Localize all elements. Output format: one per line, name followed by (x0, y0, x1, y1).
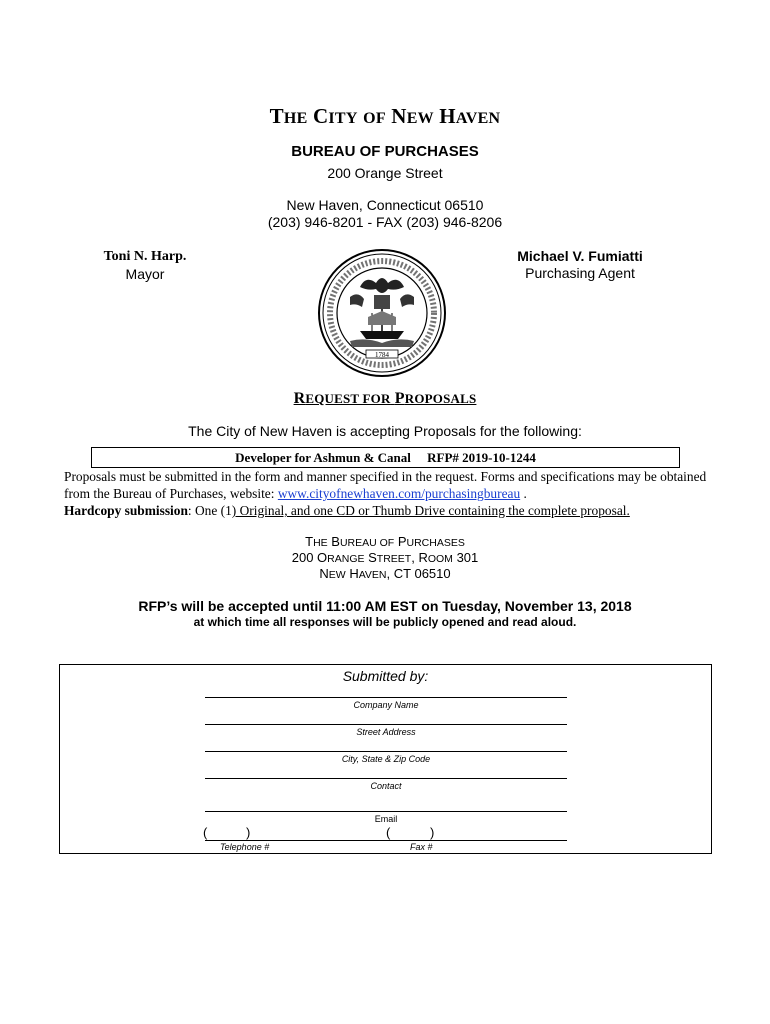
hardcopy-label: Hardcopy submission (64, 503, 188, 518)
email-field[interactable] (205, 811, 567, 812)
city-seal-icon (316, 247, 448, 379)
form-heading: Submitted by: (342, 668, 429, 684)
seal-year: 1784 (375, 351, 389, 359)
street-address: 200 Orange Street (327, 165, 443, 181)
mayor-title: Mayor (125, 266, 165, 282)
page-title: THE CITY OF NEW HAVEN (269, 104, 501, 128)
phone-fax: (203) 946-8201 - FAX (203) 946-8206 (267, 214, 503, 230)
telephone-fax-field[interactable] (205, 840, 567, 841)
fax-paren-close: ) (430, 825, 435, 840)
street-address-field[interactable] (205, 724, 567, 725)
project-name: Developer for Ashmun & Canal (235, 450, 411, 465)
agent-block (490, 248, 670, 281)
opening-statement: at which time all responses will be publicly opened and read aloud. (193, 615, 577, 629)
fax-paren-open: ( (386, 825, 391, 840)
contact-label: Contact (370, 781, 402, 791)
bureau-name: BUREAU OF PURCHASES (291, 143, 479, 160)
street-address-label: Street Address (356, 727, 416, 737)
fax-label: Fax # (410, 842, 433, 852)
contact-field[interactable] (205, 778, 567, 779)
city-state-zip-field[interactable] (205, 751, 567, 752)
rfp-heading: REQUEST FOR PROPOSALS (293, 390, 477, 407)
submission-form (59, 664, 712, 854)
telephone-paren-open: ( (203, 825, 208, 840)
city-address: New Haven, Connecticut 06510 (286, 197, 484, 213)
mayor-name: Toni N. Harp. (103, 249, 187, 264)
purchasing-website-link[interactable]: www.cityofnewhaven.com/purchasingbureau (277, 486, 521, 501)
deadline-statement: RFP’s will be accepted until 11:00 AM EST on Tuesday, November 13, 2018 (138, 598, 632, 614)
email-label: Email (374, 814, 398, 824)
telephone-paren-close: ) (246, 825, 251, 840)
delivery-line-2: 200 ORANGE STREET, ROOM 301 (291, 550, 479, 565)
rfp-number: RFP# 2019-10-1244 (427, 450, 536, 465)
mayor-block (70, 249, 220, 282)
company-name-field[interactable] (205, 697, 567, 698)
delivery-line-1: THE BUREAU OF PURCHASES (305, 534, 465, 549)
agent-title: Purchasing Agent (525, 265, 635, 281)
agent-name: Michael V. Fumiatti (517, 248, 643, 264)
accepting-statement: The City of New Haven is accepting Proposals for the following: (188, 423, 582, 439)
delivery-line-3: NEW HAVEN, CT 06510 (319, 566, 451, 581)
instructions-paragraph: Proposals must be submitted in the form and manner specified in the request. Forms and specifications may be obtained from the Bureau of Purchases, website: www.cityofnewhaven.com/purchasingbureau . Hardcopy submission: One (1) Original, and one CD or Thumb Drive containing the complete proposal. (64, 469, 707, 518)
company-name-label: Company Name (353, 700, 419, 710)
city-state-zip-label: City, State & Zip Code (341, 754, 431, 764)
telephone-label: Telephone # (220, 842, 270, 852)
project-title-box (91, 447, 680, 468)
